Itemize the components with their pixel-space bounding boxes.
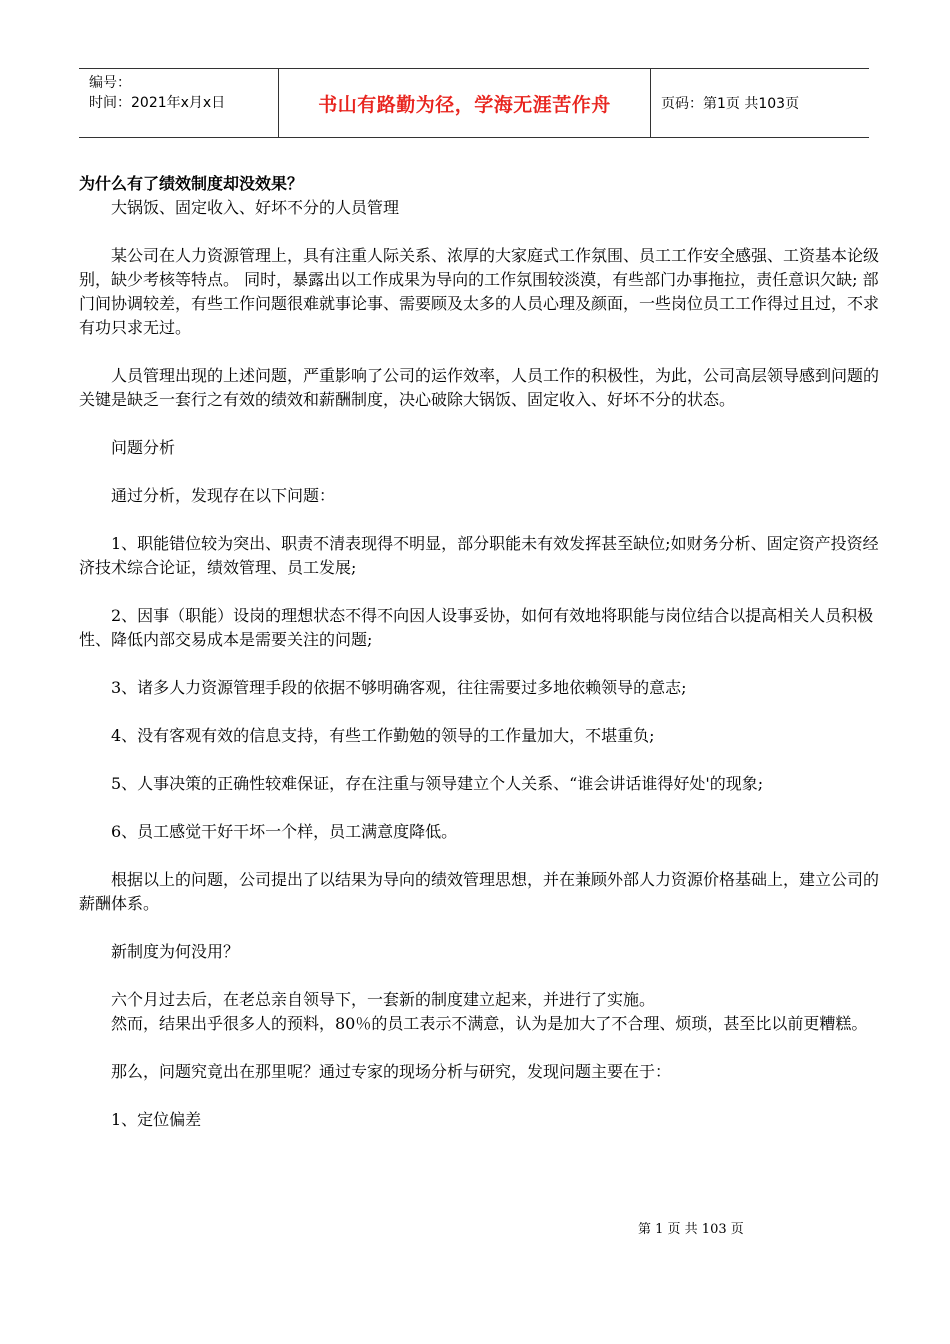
page-header [79,68,869,138]
paragraph-3: 根据以上的问题，公司提出了以结果为导向的绩效管理思想，并在兼顾外部人力资源价格基础上，建立公司的薪酬体系。 [79,870,880,913]
document-subtitle: 大锅饭、固定收入、好坏不分的人员管理 [111,198,400,217]
problem-item-6: 6、员工感觉干好干坏一个样，员工满意度降低。 [111,822,458,841]
document-body [79,172,879,1132]
section-heading-analysis: 问题分析 [111,438,176,457]
paragraph-4: 六个月过去后，在老总亲自领导下，一套新的制度建立起来，并进行了实施。 [111,990,656,1009]
header-motto: 书山有路勤为径，学海无涯苦作舟 [279,69,651,137]
problem-item-3: 3、诸多人力资源管理手段的依据不够明确客观，往往需要过多地依赖领导的意志; [111,678,687,697]
header-page-info: 页码：第1页 共103页 [661,96,800,112]
paragraph-6: 那么，问题究竟出在那里呢？通过专家的现场分析与研究，发现问题主要在于： [111,1062,672,1081]
header-time-label: 时间：2021年x月x日 [89,95,226,111]
issue-item-1: 1、定位偏差 [111,1110,202,1129]
paragraph-1: 某公司在人力资源管理上，具有注重人际关系、浓厚的大家庭式工作氛围、员工工作安全感强、工资基本论级别，缺少考核等特点。 同时，暴露出以工作成果为导向的工作氛围较淡漠，有些部门办事拖拉，责任意识欠缺; 部门间协调较差，有些工作问题很难就事论事、需要顾及太多的人员心理及颜面，一些岗位员工工作得过且过，不求有功只求无过。 [79,246,880,337]
problem-item-4: 4、没有客观有效的信息支持，有些工作勤勉的领导的工作量加大，不堪重负; [111,726,655,745]
analysis-intro: 通过分析，发现存在以下问题： [111,486,336,505]
header-code-label: 编号： [89,75,131,91]
header-meta-cell [79,69,279,137]
problem-item-5: 5、人事决策的正确性较难保证，存在注重与领导建立个人关系、“谁会讲话谁得好处'的现象; [111,774,764,793]
document-title: 为什么有了绩效制度却没效果？ [79,174,304,193]
problem-item-2: 2、因事（职能）设岗的理想状态不得不向因人设事妥协，如何有效地将职能与岗位结合以提高相关人员积极性、降低内部交易成本是需要关注的问题; [79,606,874,649]
section-heading-new-system: 新制度为何没用？ [111,942,240,961]
paragraph-2: 人员管理出现的上述问题，严重影响了公司的运作效率，人员工作的积极性，为此，公司高层领导感到问题的关键是缺乏一套行之有效的绩效和薪酬制度，决心破除大锅饭、固定收入、好坏不分的状态。 [79,366,880,409]
problem-item-1: 1、职能错位较为突出、职责不清表现得不明显，部分职能未有效发挥甚至缺位;如财务分析、固定资产投资经济技术综合论证，绩效管理、员工发展; [79,534,879,577]
page-footer: 第 1 页 共 103 页 [638,1222,744,1237]
paragraph-5: 然而，结果出乎很多人的预料，80％的员工表示不满意，认为是加大了不合理、烦琐，甚至比以前更糟糕。 [111,1014,868,1033]
